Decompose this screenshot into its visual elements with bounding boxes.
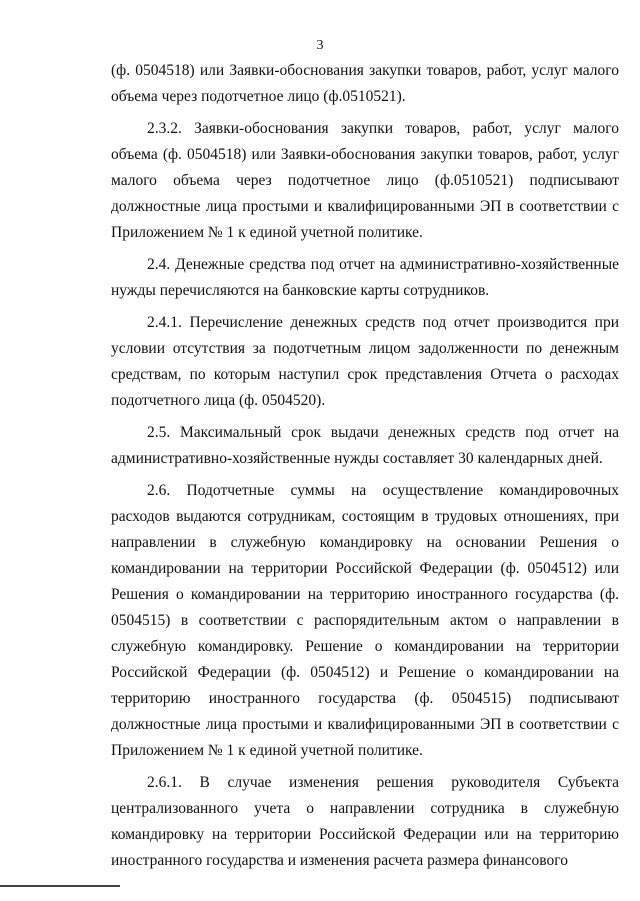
document-body [111, 58, 619, 874]
paragraph-2-6: 2.6. Подотчетные суммы на осуществление командировочных расходов выдаются сотрудникам, состоящим в трудовых отношениях, при направлении в служебную командировку на основании Решения о командировании на территории Российской Федерации (ф. 0504512) или Решения о командировании на территорию иностранного государства (ф. 0504515) в соответствии с распорядительным актом о направлении в служебную командировку. Решение о командировании на территории Российской Федерации (ф. 0504512) и Решение о командировании на территорию иностранного государства (ф. 0504515) подписывают должностные лица простыми и квалифицированными ЭП в соответствии с Приложением № 1 к единой учетной политике. [111, 482, 619, 759]
paragraph-2-6-1: 2.6.1. В случае изменения решения руководителя Субъекта централизованного учета о направлении сотрудника в служебную командировку на территории Российской Федерации или на территорию иностранного государства и изменения расчета размера финансового [111, 774, 619, 869]
page-number: 3 [316, 38, 324, 53]
paragraph-2-4: 2.4. Денежные средства под отчет на административно-хозяйственные нужды перечисляются на банковские карты сотрудников. [111, 256, 619, 299]
paragraph-2-5: 2.5. Максимальный срок выдачи денежных средств под отчет на административно-хозяйственные нужды составляет 30 календарных дней. [111, 424, 619, 467]
paragraph-continuation: (ф. 0504518) или Заявки-обоснования закупки товаров, работ, услуг малого объема через подотчетное лицо (ф.0510521). [111, 62, 619, 105]
footer-divider [0, 885, 120, 887]
paragraph-2-3-2: 2.3.2. Заявки-обоснования закупки товаров, работ, услуг малого объема (ф. 0504518) или Заявки-обоснования закупки товаров, работ, услуг малого объема через подотчетное лицо (ф.0510521) подписывают должностные лица простыми и квалифицированными ЭП в соответствии с Приложением № 1 к единой учетной политике. [111, 120, 619, 241]
paragraph-2-4-1: 2.4.1. Перечисление денежных средств под отчет производится при условии отсутствия за подотчетным лицом задолженности по денежным средствам, по которым наступил срок представления Отчета о расходах подотчетного лица (ф. 0504520). [111, 314, 619, 409]
